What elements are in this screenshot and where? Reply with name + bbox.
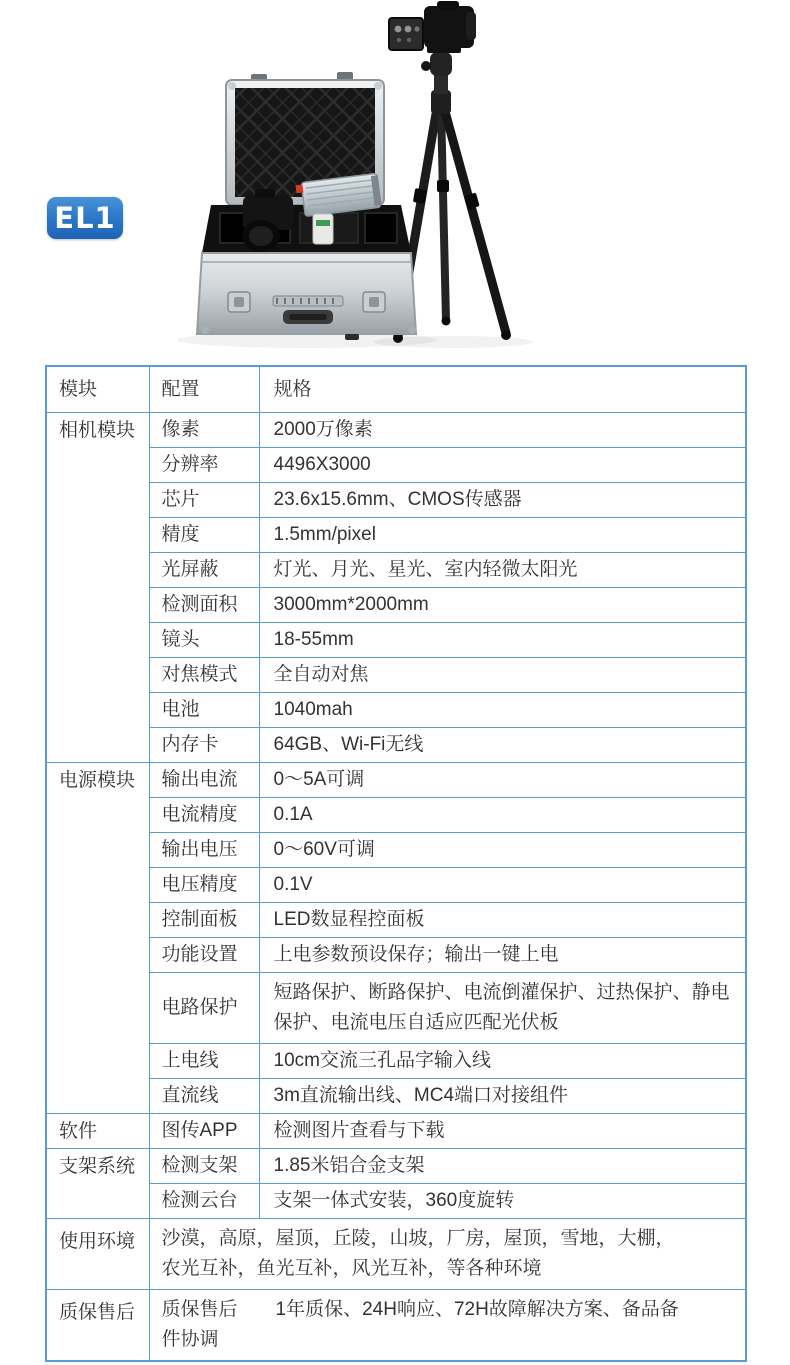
table-row bbox=[46, 1113, 746, 1148]
table-row bbox=[46, 832, 746, 867]
config-cell: 光屏蔽 bbox=[149, 552, 259, 587]
table-row bbox=[46, 552, 746, 587]
table-row bbox=[46, 412, 746, 447]
environment-cell: 沙漠，高原，屋顶，丘陵，山坡，厂房，屋顶，雪地，大棚，农光互补，鱼光互补，风光互补，等各种环境 bbox=[149, 1218, 746, 1289]
table-row bbox=[46, 692, 746, 727]
header-spec: 规格 bbox=[259, 366, 746, 412]
spec-cell: 64GB、Wi-Fi无线 bbox=[259, 727, 746, 762]
spec-cell: 18-55mm bbox=[259, 622, 746, 657]
config-cell: 内存卡 bbox=[149, 727, 259, 762]
equipment-case bbox=[197, 72, 416, 340]
config-cell: 芯片 bbox=[149, 482, 259, 517]
spec-cell: 1.85米铝合金支架 bbox=[259, 1148, 746, 1183]
table-row bbox=[46, 622, 746, 657]
module-cell: 软件 bbox=[46, 1113, 149, 1148]
config-cell: 电压精度 bbox=[149, 867, 259, 902]
spec-cell: 灯光、月光、星光、室内轻微太阳光 bbox=[259, 552, 746, 587]
config-cell: 像素 bbox=[149, 412, 259, 447]
module-cell: 使用环境 bbox=[46, 1218, 149, 1289]
case-latch bbox=[363, 292, 385, 312]
module-cell: 相机模块 bbox=[46, 412, 149, 762]
spec-cell: 3m直流输出线、MC4端口对接组件 bbox=[259, 1078, 746, 1113]
spec-cell: 0.1V bbox=[259, 867, 746, 902]
module-cell: 电源模块 bbox=[46, 762, 149, 1113]
table-row bbox=[46, 902, 746, 937]
spec-cell: LED数显程控面板 bbox=[259, 902, 746, 937]
config-cell: 输出电压 bbox=[149, 832, 259, 867]
config-cell: 检测支架 bbox=[149, 1148, 259, 1183]
module-cell: 支架系统 bbox=[46, 1148, 149, 1218]
table-header-row bbox=[46, 366, 746, 412]
header-config: 配置 bbox=[149, 366, 259, 412]
spec-cell: 3000mm*2000mm bbox=[259, 587, 746, 622]
table-row bbox=[46, 1078, 746, 1113]
spec-cell: 0～60V可调 bbox=[259, 832, 746, 867]
spec-cell: 23.6x15.6mm、CMOS传感器 bbox=[259, 482, 746, 517]
config-cell: 上电线 bbox=[149, 1043, 259, 1078]
config-cell: 镜头 bbox=[149, 622, 259, 657]
spec-cell: 0.1A bbox=[259, 797, 746, 832]
spec-cell: 1.5mm/pixel bbox=[259, 517, 746, 552]
config-cell: 功能设置 bbox=[149, 937, 259, 972]
table-row bbox=[46, 1218, 746, 1289]
spec-cell: 支架一体式安装，360度旋转 bbox=[259, 1183, 746, 1218]
spec-cell: 0～5A可调 bbox=[259, 762, 746, 797]
table-row bbox=[46, 482, 746, 517]
table-row bbox=[46, 727, 746, 762]
table-row bbox=[46, 517, 746, 552]
hero-section bbox=[0, 0, 790, 358]
case-latch bbox=[228, 292, 250, 312]
config-cell: 电池 bbox=[149, 692, 259, 727]
spec-cell: 10cm交流三孔品字输入线 bbox=[259, 1043, 746, 1078]
config-cell: 精度 bbox=[149, 517, 259, 552]
warranty-text: 1年质保、24H响应、72H故障解决方案、备品备件协调 bbox=[161, 1298, 679, 1350]
spec-cell: 上电参数预设保存；输出一键上电 bbox=[259, 937, 746, 972]
spec-cell: 1040mah bbox=[259, 692, 746, 727]
table-row bbox=[46, 587, 746, 622]
config-cell: 输出电流 bbox=[149, 762, 259, 797]
module-cell: 质保售后 bbox=[46, 1289, 149, 1361]
config-cell: 电路保护 bbox=[149, 972, 259, 1043]
header-module: 模块 bbox=[46, 366, 149, 412]
table-row bbox=[46, 797, 746, 832]
spec-cell: 4496X3000 bbox=[259, 447, 746, 482]
spec-cell: 短路保护、断路保护、电流倒灌保护、过热保护、静电保护、电流电压自适应匹配光伏板 bbox=[259, 972, 746, 1043]
table-row bbox=[46, 1043, 746, 1078]
config-cell: 直流线 bbox=[149, 1078, 259, 1113]
spec-table bbox=[45, 365, 747, 1362]
table-row bbox=[46, 937, 746, 972]
table-row bbox=[46, 867, 746, 902]
config-cell: 控制面板 bbox=[149, 902, 259, 937]
config-cell: 检测面积 bbox=[149, 587, 259, 622]
config-cell: 对焦模式 bbox=[149, 657, 259, 692]
table-row bbox=[46, 657, 746, 692]
config-cell: 图传APP bbox=[149, 1113, 259, 1148]
table-row bbox=[46, 1183, 746, 1218]
table-row bbox=[46, 1289, 746, 1361]
product-photo bbox=[45, 0, 745, 356]
spec-cell: 全自动对焦 bbox=[259, 657, 746, 692]
table-row bbox=[46, 1148, 746, 1183]
warranty-label: 质保售后 bbox=[161, 1298, 238, 1320]
table-row bbox=[46, 447, 746, 482]
spec-cell: 检测图片查看与下载 bbox=[259, 1113, 746, 1148]
config-cell: 分辨率 bbox=[149, 447, 259, 482]
table-row bbox=[46, 972, 746, 1043]
warranty-cell bbox=[149, 1289, 746, 1361]
table-row bbox=[46, 762, 746, 797]
config-cell: 电流精度 bbox=[149, 797, 259, 832]
config-cell: 检测云台 bbox=[149, 1183, 259, 1218]
model-badge: EL1 bbox=[47, 197, 123, 239]
meter-device bbox=[313, 214, 333, 244]
spec-cell: 2000万像素 bbox=[259, 412, 746, 447]
